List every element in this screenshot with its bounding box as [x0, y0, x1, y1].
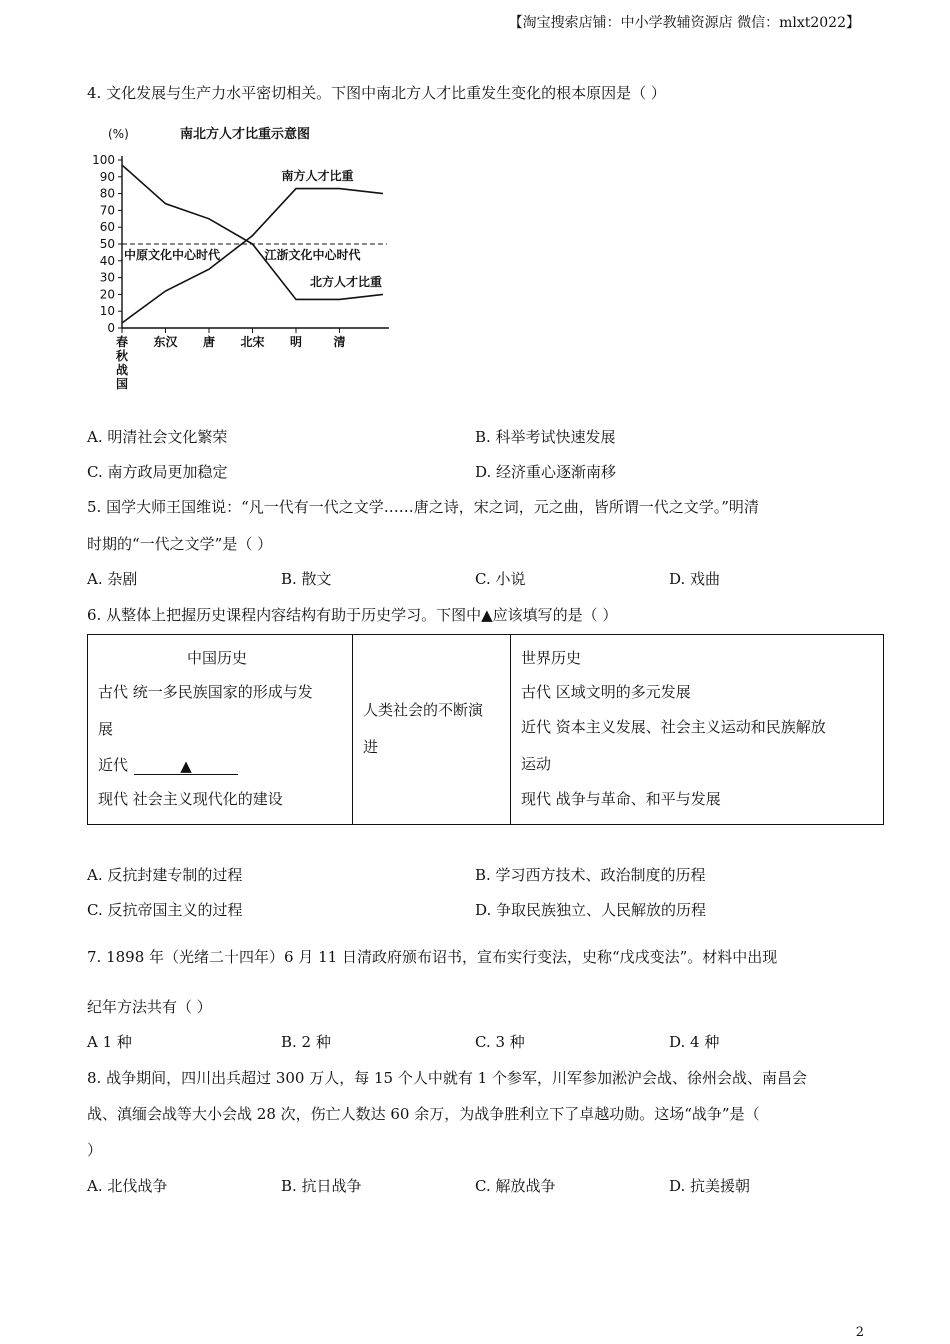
world-modern-line1: 近代 资本主义发展、社会主义运动和民族解放 [521, 718, 826, 736]
q5-option-d[interactable]: D. 戏曲 [669, 570, 721, 588]
q7-option-b[interactable]: B. 2 种 [281, 1033, 331, 1051]
q8-stem-line2: 战、滇缅会战等大小会战 28 次，伤亡人数达 60 余万，为战争胜利立下了卓越功勋。这场“战争”是（ [87, 1105, 760, 1123]
y-tick-label: 40 [99, 253, 115, 268]
x-tick-label: 清 [333, 335, 346, 349]
y-tick-label: 10 [99, 304, 115, 319]
q8-stem-line3: ） [87, 1141, 103, 1159]
q5-stem-line2: 时期的“一代之文学”是（ ） [87, 535, 273, 553]
y-tick-label: 30 [99, 270, 115, 285]
x-tick-label-char: 春 [115, 335, 129, 349]
china-current: 现代 社会主义现代化的建设 [98, 790, 283, 808]
chart-title: 南北方人才比重示意图 [180, 127, 311, 142]
q5-stem-line1: 5. 国学大师王国维说：“凡一代有一代之文学……唐之诗，宋之词，元之曲，皆所谓一代之文学。”明清 [87, 498, 759, 516]
header-watermark-text: 【淘宝搜索店铺：中小学教辅资源店 微信：mlxt2022】 [508, 15, 860, 31]
q4-option-c[interactable]: C. 南方政局更加稳定 [87, 463, 228, 481]
annotation-jiangzhe: 江浙文化中心时代 [264, 248, 361, 263]
y-axis-unit: (%) [108, 127, 129, 141]
chart-svg [92, 118, 412, 403]
q8-option-b[interactable]: B. 抗日战争 [281, 1177, 362, 1195]
q8-option-c[interactable]: C. 解放战争 [475, 1177, 556, 1195]
y-tick-label: 70 [99, 203, 115, 218]
q4-stem: 4. 文化发展与生产力水平密切相关。下图中南北方人才比重发生变化的根本原因是（ ） [87, 84, 666, 102]
middle-line1: 人类社会的不断演 [363, 701, 484, 719]
china-history-title: 中国历史 [187, 649, 248, 667]
annotation-central-plains: 中原文化中心时代 [124, 248, 221, 263]
china-history-cell [88, 635, 353, 825]
q7-option-d[interactable]: D. 4 种 [669, 1033, 720, 1051]
world-history-cell [511, 635, 884, 825]
history-structure-table [87, 634, 884, 825]
y-tick-label: 60 [99, 220, 115, 235]
world-modern-line2: 运动 [521, 755, 552, 773]
q4-option-b[interactable]: B. 科举考试快速发展 [475, 428, 616, 446]
q7-stem-line1: 7. 1898 年（光绪二十四年）6 月 11 日清政府颁布诏书，宣布实行变法，史称“戊戌变法”。材料中出现 [87, 948, 778, 966]
q8-stem-line1: 8. 战争期间，四川出兵超过 300 万人，每 15 个人中就有 1 个参军，川军参加淞沪会战、徐州会战、南昌会 [87, 1069, 807, 1087]
q8-option-d[interactable]: D. 抗美援朝 [669, 1177, 751, 1195]
triangle-blank [134, 757, 238, 775]
x-tick-label-char: 战 [115, 363, 129, 377]
q6-option-a[interactable]: A. 反抗封建专制的过程 [87, 866, 243, 884]
q5-option-b[interactable]: B. 散文 [281, 570, 332, 588]
china-modern-row [98, 754, 238, 775]
x-tick-label: 明 [289, 335, 303, 349]
q7-stem-line2: 纪年方法共有（ ） [87, 998, 212, 1016]
page-number: 2 [855, 1325, 864, 1340]
q7-option-a[interactable]: A 1 种 [87, 1033, 132, 1051]
china-modern-label: 近代 [98, 756, 129, 774]
x-tick-label-char: 国 [115, 377, 129, 391]
world-ancient: 古代 区域文明的多元发展 [521, 683, 691, 701]
triangle-mark: ▲ [180, 757, 192, 775]
world-history-title: 世界历史 [521, 649, 582, 667]
china-ancient-line1: 古代 统一多民族国家的形成与发 [98, 683, 313, 701]
y-tick-label: 100 [92, 153, 115, 167]
series-label-south: 南方人才比重 [281, 169, 354, 184]
q4-option-a[interactable]: A. 明清社会文化繁荣 [87, 428, 228, 446]
q5-option-c[interactable]: C. 小说 [475, 570, 526, 588]
y-tick-label: 80 [99, 186, 115, 201]
talent-ratio-chart [92, 118, 412, 403]
q6-option-c[interactable]: C. 反抗帝国主义的过程 [87, 901, 243, 919]
y-tick-label: 50 [99, 237, 115, 251]
x-tick-label-char: 秋 [115, 349, 129, 363]
x-tick-label: 东汉 [153, 335, 178, 349]
middle-line2: 进 [363, 738, 379, 756]
q5-option-a[interactable]: A. 杂剧 [87, 570, 138, 588]
q8-option-a[interactable]: A. 北伐战争 [87, 1177, 168, 1195]
q4-option-d[interactable]: D. 经济重心逐渐南移 [475, 463, 617, 481]
x-tick-label: 唐 [202, 335, 216, 349]
q6-stem: 6. 从整体上把握历史课程内容结构有助于历史学习。下图中▲应该填写的是（ ） [87, 606, 618, 624]
q6-option-d[interactable]: D. 争取民族独立、人民解放的历程 [475, 901, 707, 919]
y-tick-label: 90 [99, 169, 115, 184]
china-ancient-line2: 展 [98, 720, 114, 738]
x-tick-label: 北宋 [240, 335, 265, 349]
series-label-north: 北方人才比重 [309, 275, 383, 289]
middle-cell [353, 635, 511, 825]
q6-option-b[interactable]: B. 学习西方技术、政治制度的历程 [475, 866, 706, 884]
y-tick-label: 0 [107, 321, 115, 335]
world-current: 现代 战争与革命、和平与发展 [521, 790, 721, 808]
y-tick-label: 20 [99, 287, 115, 302]
q7-option-c[interactable]: C. 3 种 [475, 1033, 525, 1051]
